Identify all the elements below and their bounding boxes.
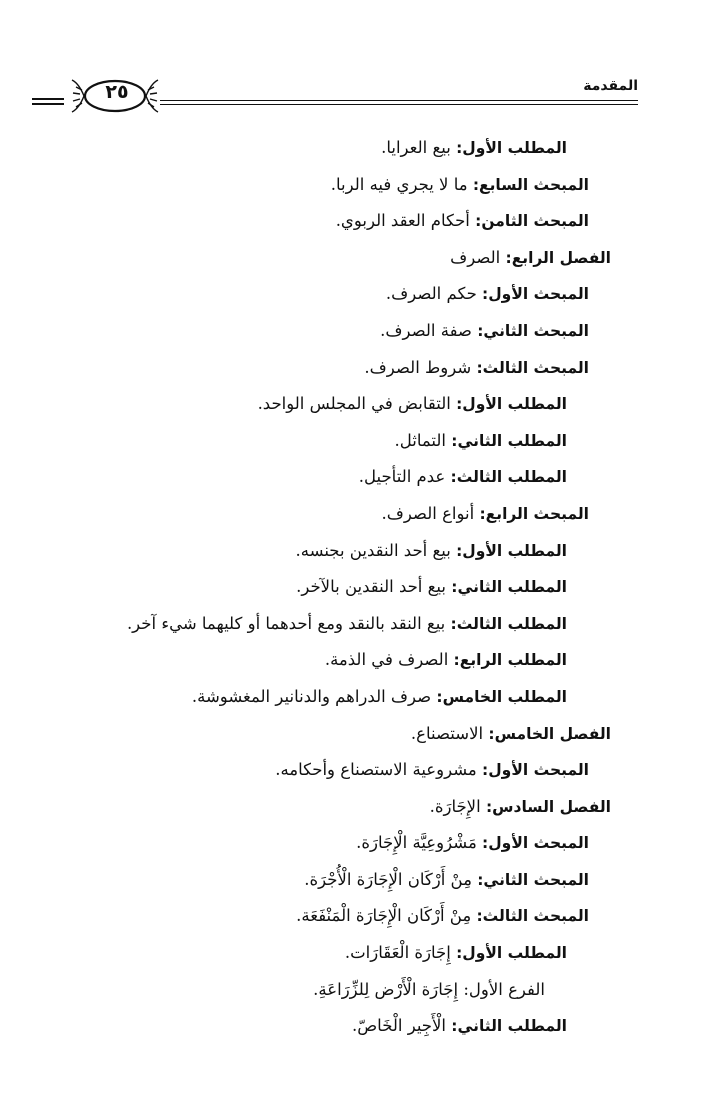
toc-line — [30, 642, 611, 679]
toc-line-heading: المطلب الثالث: — [450, 614, 567, 633]
toc-line-title: أنواع الصرف. — [381, 503, 475, 523]
toc-line — [30, 240, 611, 277]
toc-line — [30, 276, 611, 313]
toc-line — [30, 972, 611, 1009]
toc-line — [30, 130, 611, 167]
toc-line — [30, 606, 611, 643]
toc-line — [30, 459, 611, 496]
toc-line — [30, 862, 611, 899]
toc-line — [30, 167, 611, 204]
toc-line-heading: المبحث الأول: — [482, 285, 589, 304]
toc-line-heading: المطلب الخامس: — [436, 687, 567, 706]
toc-line-heading: المبحث الأول: — [482, 834, 589, 853]
toc-line-heading: المبحث السابع: — [472, 175, 589, 194]
toc-line-title: صفة الصرف. — [380, 320, 472, 340]
toc-line-heading: المطلب الأول: — [456, 139, 567, 157]
toc-line-heading: المطلب الثاني: — [451, 431, 567, 450]
toc-line — [30, 386, 611, 423]
toc-line-title: مِنْ أَرْكَان الْإِجَارَة الْأُجْرَة. — [304, 869, 472, 889]
toc-line-title: مَشْرُوعِيَّة الْإِجَارَة. — [356, 833, 477, 853]
running-head: المقدمة — [583, 78, 638, 94]
toc-line — [30, 313, 611, 350]
toc-line-heading: المبحث الثاني: — [477, 870, 589, 889]
toc-line-title: شروط الصرف. — [364, 357, 472, 377]
toc-line-title: الصرف — [450, 247, 501, 267]
toc-line — [30, 1008, 611, 1045]
toc-line-heading: الفصل الخامس: — [488, 724, 611, 743]
toc-line-heading: الفصل الرابع: — [505, 248, 611, 267]
page-number: ٢٥ — [105, 81, 129, 103]
toc-line-heading: المبحث الثاني: — [477, 321, 589, 340]
table-of-contents — [30, 130, 611, 1045]
toc-line — [30, 789, 611, 826]
toc-line-title: الفرع الأول: إِجَارَة الْأَرْض لِلزِّرَاعَةِ. — [313, 979, 545, 999]
toc-line — [30, 569, 611, 606]
toc-line-heading: المبحث الثالث: — [476, 358, 589, 377]
toc-line-heading: الفصل السادس: — [485, 797, 611, 816]
toc-line-heading: المبحث الأول: — [482, 761, 589, 780]
toc-line-heading: المطلب الثالث: — [450, 468, 567, 487]
toc-line-heading: المبحث الثامن: — [475, 212, 589, 231]
toc-line — [30, 825, 611, 862]
toc-line-title: الإِجَارَة. — [429, 796, 481, 816]
toc-line — [30, 898, 611, 935]
toc-line-title: بيع أحد النقدين بجنسه. — [295, 540, 451, 560]
toc-line-title: بيع العرايا. — [381, 138, 451, 157]
toc-line-title: الاستصناع. — [410, 723, 484, 743]
toc-line-title: التقابض في المجلس الواحد. — [257, 394, 451, 414]
toc-line — [30, 533, 611, 570]
header-rule-short — [32, 98, 64, 105]
toc-line-title: مشروعية الاستصناع وأحكامه. — [275, 760, 477, 780]
toc-line — [30, 752, 611, 789]
toc-line-title: بيع النقد بالنقد ومع أحدهما أو كليهما شيء آخر. — [126, 613, 446, 633]
toc-line-title: الْأَجِير الْخَاصّ. — [351, 1016, 446, 1036]
toc-line-title: صرف الدراهم والدنانير المغشوشة. — [191, 686, 432, 706]
toc-line-title: ما لا يجري فيه الربا. — [330, 174, 468, 194]
toc-line — [30, 350, 611, 387]
toc-line — [30, 203, 611, 240]
toc-line-title: أحكام العقد الربوي. — [335, 211, 470, 231]
toc-line — [30, 496, 611, 533]
toc-line-title: التماثل. — [394, 430, 446, 450]
toc-line-heading: المطلب الأول: — [456, 541, 567, 560]
toc-line-title: حكم الصرف. — [385, 284, 477, 304]
toc-line — [30, 716, 611, 753]
page-header — [18, 66, 638, 126]
toc-line-heading: المطلب الأول: — [456, 395, 567, 414]
toc-line-heading: المطلب الأول: — [456, 944, 567, 963]
toc-line — [30, 935, 611, 972]
header-rule-long — [160, 100, 638, 105]
toc-line-title: مِنْ أَرْكَان الْإِجَارَة الْمَنْفَعَة. — [296, 906, 472, 926]
toc-line-heading: المطلب الثاني: — [451, 578, 567, 597]
toc-line — [30, 423, 611, 460]
toc-line-heading: المبحث الرابع: — [479, 504, 589, 523]
toc-line-heading: المبحث الثالث: — [476, 907, 589, 926]
toc-line-heading: المطلب الرابع: — [453, 651, 567, 670]
toc-line-heading: المطلب الثاني: — [451, 1017, 567, 1036]
toc-line-title: إِجَارَة الْعَقَارَات. — [344, 943, 451, 963]
toc-line-title: بيع أحد النقدين بالآخر. — [296, 577, 446, 597]
toc-line-title: عدم التأجيل. — [358, 467, 446, 487]
toc-line — [30, 679, 611, 716]
toc-line-title: الصرف في الذمة. — [324, 650, 449, 670]
